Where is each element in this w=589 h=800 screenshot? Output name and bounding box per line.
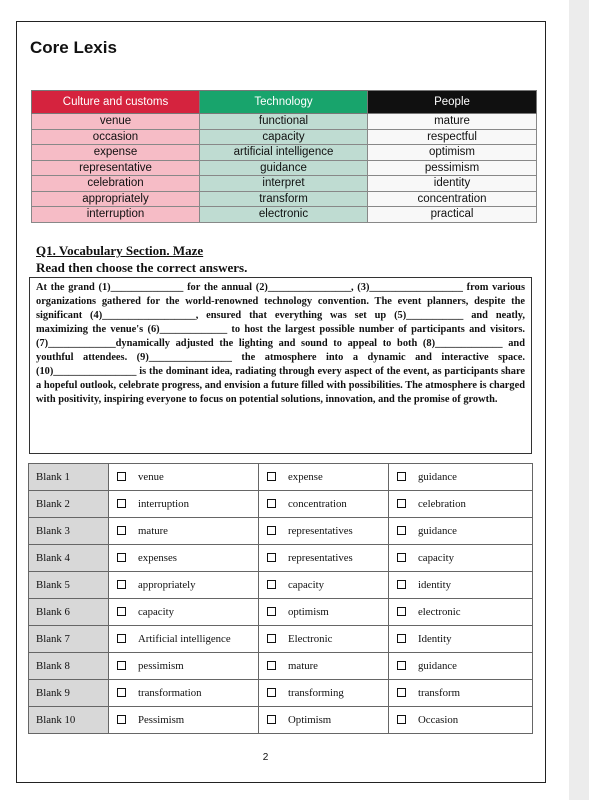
core-lexis-table bbox=[31, 90, 537, 223]
answer-option[interactable] bbox=[109, 626, 259, 653]
checkbox-icon[interactable] bbox=[397, 526, 406, 535]
header-technology: Technology bbox=[200, 91, 368, 114]
checkbox-icon[interactable] bbox=[267, 634, 276, 643]
answer-option[interactable] bbox=[259, 626, 389, 653]
lexis-row bbox=[32, 114, 537, 130]
lexis-cell-culture: interruption bbox=[32, 207, 200, 223]
answer-option-label: transforming bbox=[288, 687, 344, 699]
answer-row bbox=[29, 653, 533, 680]
checkbox-icon[interactable] bbox=[267, 715, 276, 724]
answer-option-label: concentration bbox=[288, 498, 347, 510]
answer-option-label: representatives bbox=[288, 525, 353, 537]
lexis-cell-people: pessimism bbox=[368, 160, 537, 176]
answer-option-label: Electronic bbox=[288, 633, 333, 645]
checkbox-icon[interactable] bbox=[117, 607, 126, 616]
checkbox-icon[interactable] bbox=[397, 472, 406, 481]
answer-option[interactable] bbox=[109, 572, 259, 599]
answer-option[interactable] bbox=[389, 518, 533, 545]
answer-option[interactable] bbox=[109, 491, 259, 518]
answer-option-label: Identity bbox=[418, 633, 452, 645]
answer-option-label: appropriately bbox=[138, 579, 196, 591]
answer-option-label: identity bbox=[418, 579, 451, 591]
answer-option-label: interruption bbox=[138, 498, 189, 510]
checkbox-icon[interactable] bbox=[397, 688, 406, 697]
answer-row bbox=[29, 491, 533, 518]
lexis-header-row bbox=[32, 91, 537, 114]
lexis-row bbox=[32, 160, 537, 176]
answer-row bbox=[29, 626, 533, 653]
answer-option-label: representatives bbox=[288, 552, 353, 564]
answer-option[interactable] bbox=[389, 680, 533, 707]
lexis-cell-culture: expense bbox=[32, 145, 200, 161]
answer-row bbox=[29, 599, 533, 626]
answer-option[interactable] bbox=[109, 599, 259, 626]
answer-option-label: capacity bbox=[418, 552, 454, 564]
answer-option[interactable] bbox=[389, 599, 533, 626]
header-culture: Culture and customs bbox=[32, 91, 200, 114]
lexis-cell-technology: functional bbox=[200, 114, 368, 130]
answer-option-label: pessimism bbox=[138, 660, 184, 672]
lexis-row bbox=[32, 176, 537, 192]
answer-option-label: electronic bbox=[418, 606, 461, 618]
lexis-row bbox=[32, 191, 537, 207]
answer-row bbox=[29, 464, 533, 491]
checkbox-icon[interactable] bbox=[117, 580, 126, 589]
answer-option-label: guidance bbox=[418, 660, 457, 672]
blank-label: Blank 9 bbox=[29, 680, 109, 707]
checkbox-icon[interactable] bbox=[397, 580, 406, 589]
lexis-cell-technology: guidance bbox=[200, 160, 368, 176]
answer-option[interactable] bbox=[259, 572, 389, 599]
lexis-cell-technology: transform bbox=[200, 191, 368, 207]
checkbox-icon[interactable] bbox=[117, 715, 126, 724]
answer-option[interactable] bbox=[389, 626, 533, 653]
lexis-row bbox=[32, 129, 537, 145]
checkbox-icon[interactable] bbox=[397, 634, 406, 643]
answer-option-label: Artificial intelligence bbox=[138, 633, 231, 645]
answer-option-label: expenses bbox=[138, 552, 177, 564]
reading-passage: At the grand (1)______________ for the annual (2)________________, (3)__________________ from various organizations gathered for the world-renowned technology convention. The event planners, despite the significant (4)__________________, ensured that everything was set up (5)___________ and neatly, maximizing the venue's (6)_____________ to host the largest possible number of participants and visitors. (7)_____________dynamically adjusted the lighting and sound to appeal to both (8)_____________ and youthful attendees. (9)________________ the atmosphere into a dynamic and interactive space. (10)________________ is the dominant idea, radiating through every aspect of the event, as participants share a hopeful outlook, celebrate progress, and envision a future filled with possibilities. The atmosphere is charged with positivity, inspiring everyone to focus on potential solutions, innovation, and the promise of growth. bbox=[29, 277, 532, 454]
answer-option-label: capacity bbox=[288, 579, 324, 591]
answer-option-label: capacity bbox=[138, 606, 174, 618]
answer-row bbox=[29, 707, 533, 734]
answer-option[interactable] bbox=[109, 653, 259, 680]
checkbox-icon[interactable] bbox=[397, 499, 406, 508]
header-people: People bbox=[368, 91, 537, 114]
blank-label: Blank 7 bbox=[29, 626, 109, 653]
answer-row bbox=[29, 545, 533, 572]
answer-option[interactable] bbox=[259, 545, 389, 572]
checkbox-icon[interactable] bbox=[117, 499, 126, 508]
checkbox-icon[interactable] bbox=[117, 526, 126, 535]
page-number: 2 bbox=[262, 752, 269, 763]
lexis-row bbox=[32, 145, 537, 161]
answer-option-label: venue bbox=[138, 471, 164, 483]
lexis-row bbox=[32, 207, 537, 223]
answer-option-label: mature bbox=[288, 660, 318, 672]
answer-option-label: guidance bbox=[418, 525, 457, 537]
answer-option[interactable] bbox=[109, 518, 259, 545]
blank-label: Blank 10 bbox=[29, 707, 109, 734]
lexis-cell-technology: capacity bbox=[200, 129, 368, 145]
answer-option-label: Optimism bbox=[288, 714, 332, 726]
lexis-cell-people: practical bbox=[368, 207, 537, 223]
answer-option[interactable] bbox=[389, 491, 533, 518]
checkbox-icon[interactable] bbox=[267, 688, 276, 697]
answer-option-label: Occasion bbox=[418, 714, 459, 726]
lexis-cell-people: respectful bbox=[368, 129, 537, 145]
lexis-cell-culture: representative bbox=[32, 160, 200, 176]
answer-option-label: optimism bbox=[288, 606, 329, 618]
answer-option[interactable] bbox=[259, 707, 389, 734]
answer-option[interactable] bbox=[109, 707, 259, 734]
checkbox-icon[interactable] bbox=[267, 580, 276, 589]
checkbox-icon[interactable] bbox=[267, 472, 276, 481]
checkbox-icon[interactable] bbox=[397, 607, 406, 616]
lexis-cell-culture: celebration bbox=[32, 176, 200, 192]
answer-option-label: transformation bbox=[138, 687, 202, 699]
answer-option[interactable] bbox=[389, 707, 533, 734]
lexis-cell-technology: artificial intelligence bbox=[200, 145, 368, 161]
answer-option-label: transform bbox=[418, 687, 460, 699]
question-instruction: Read then choose the correct answers. bbox=[36, 260, 248, 275]
checkbox-icon[interactable] bbox=[267, 499, 276, 508]
page-title: Core Lexis bbox=[30, 38, 117, 57]
blank-label: Blank 1 bbox=[29, 464, 109, 491]
answer-option-label: mature bbox=[138, 525, 168, 537]
lexis-cell-people: concentration bbox=[368, 191, 537, 207]
answer-option[interactable] bbox=[109, 545, 259, 572]
checkbox-icon[interactable] bbox=[397, 661, 406, 670]
checkbox-icon[interactable] bbox=[267, 607, 276, 616]
answer-option[interactable] bbox=[109, 464, 259, 491]
answer-row bbox=[29, 518, 533, 545]
answer-option[interactable] bbox=[389, 464, 533, 491]
blank-label: Blank 8 bbox=[29, 653, 109, 680]
blank-label: Blank 3 bbox=[29, 518, 109, 545]
answer-row bbox=[29, 680, 533, 707]
lexis-cell-culture: appropriately bbox=[32, 191, 200, 207]
answer-option-label: Pessimism bbox=[138, 714, 185, 726]
answer-option[interactable] bbox=[259, 599, 389, 626]
blank-label: Blank 5 bbox=[29, 572, 109, 599]
lexis-cell-people: optimism bbox=[368, 145, 537, 161]
answer-option[interactable] bbox=[259, 518, 389, 545]
checkbox-icon[interactable] bbox=[117, 553, 126, 562]
answer-row bbox=[29, 572, 533, 599]
checkbox-icon[interactable] bbox=[267, 661, 276, 670]
answer-option-label: guidance bbox=[418, 471, 457, 483]
answer-option[interactable] bbox=[259, 491, 389, 518]
question-title: Q1. Vocabulary Section. Maze bbox=[36, 243, 204, 258]
checkbox-icon[interactable] bbox=[397, 715, 406, 724]
viewer-side-panel bbox=[569, 0, 589, 800]
answer-option[interactable] bbox=[259, 653, 389, 680]
lexis-cell-people: mature bbox=[368, 114, 537, 130]
lexis-cell-culture: occasion bbox=[32, 129, 200, 145]
checkbox-icon[interactable] bbox=[117, 688, 126, 697]
checkbox-icon[interactable] bbox=[267, 526, 276, 535]
checkbox-icon[interactable] bbox=[117, 661, 126, 670]
answer-option[interactable] bbox=[389, 545, 533, 572]
blank-label: Blank 2 bbox=[29, 491, 109, 518]
lexis-cell-culture: venue bbox=[32, 114, 200, 130]
answer-option[interactable] bbox=[109, 680, 259, 707]
answer-option[interactable] bbox=[259, 464, 389, 491]
checkbox-icon[interactable] bbox=[117, 472, 126, 481]
checkbox-icon[interactable] bbox=[117, 634, 126, 643]
answer-option[interactable] bbox=[259, 680, 389, 707]
answer-choices-table bbox=[28, 463, 533, 734]
lexis-cell-technology: interpret bbox=[200, 176, 368, 192]
answer-option[interactable] bbox=[389, 653, 533, 680]
blank-label: Blank 6 bbox=[29, 599, 109, 626]
answer-option-label: celebration bbox=[418, 498, 466, 510]
answer-option[interactable] bbox=[389, 572, 533, 599]
blank-label: Blank 4 bbox=[29, 545, 109, 572]
answer-option-label: expense bbox=[288, 471, 323, 483]
checkbox-icon[interactable] bbox=[397, 553, 406, 562]
lexis-cell-technology: electronic bbox=[200, 207, 368, 223]
lexis-cell-people: identity bbox=[368, 176, 537, 192]
checkbox-icon[interactable] bbox=[267, 553, 276, 562]
